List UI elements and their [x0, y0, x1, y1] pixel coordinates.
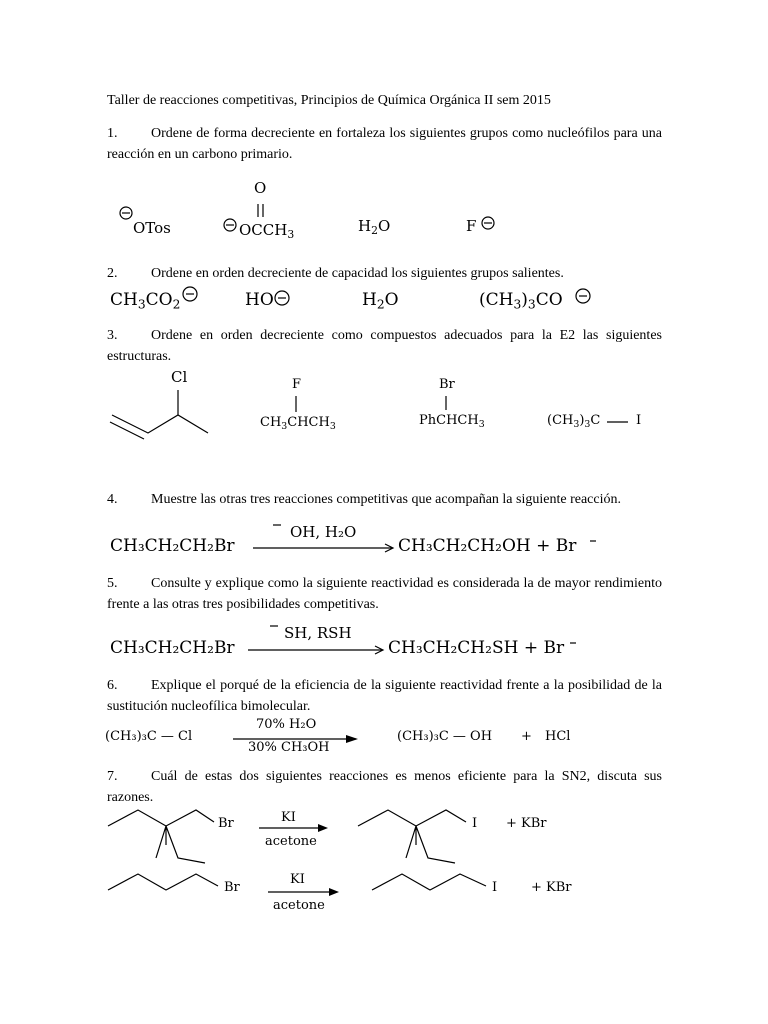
- q7-kbr-2: + KBr: [531, 880, 572, 895]
- tosylate-anion: OTos: [133, 219, 171, 237]
- question-5: 5. Consulte y explique como la siguiente reactividad es considerada la de mayor rendimiento frente a las otras tres posibilidades competitivas.: [107, 576, 662, 612]
- q7-br-1: Br: [218, 816, 234, 831]
- linear-bromide-skeleton: [108, 874, 218, 890]
- q6-reagent-top: 70% H₂O: [256, 717, 317, 732]
- fluoride-anion: F: [466, 217, 477, 235]
- q6-product: (CH₃)₃C — OH: [397, 729, 493, 744]
- q6-reactant: (CH₃)₃C — Cl: [105, 729, 193, 744]
- q7-i-2: I: [492, 880, 498, 895]
- question-4: 4. Muestre las otras tres reacciones competitivas que acompañan la siguiente reacción.: [107, 492, 621, 507]
- hindered-bromide-skeleton: [108, 810, 214, 826]
- q7-acetone-1: acetone: [265, 834, 317, 849]
- bromo-label: Br: [439, 377, 455, 392]
- q7-br-2: Br: [224, 880, 240, 895]
- acetate-carbonyl-o: O: [254, 179, 267, 197]
- phenylbromoethane: PhCHCH$_3$: [419, 413, 485, 430]
- chloro-label: Cl: [171, 368, 188, 386]
- q4-product: CH₃CH₂CH₂OH + Br: [398, 536, 577, 556]
- q7-ki-2: KI: [290, 872, 305, 887]
- iodo-label: I: [636, 413, 642, 428]
- q6-byproduct: HCl: [545, 729, 571, 744]
- linear-iodide-skeleton: [372, 874, 486, 890]
- acetate-anion: $OCCH_3$: [239, 221, 295, 242]
- hydroxide-leaving: HO: [245, 290, 274, 310]
- hindered-iodide-skeleton: [358, 810, 466, 826]
- water-q1: $H_2O$: [358, 217, 391, 238]
- q4-reactant: CH₃CH₂CH₂Br: [110, 536, 235, 556]
- q4-reagent: OH, H₂O: [290, 523, 357, 541]
- page-title: Taller de reacciones competitivas, Principios de Química Orgánica II sem 2015: [107, 93, 551, 108]
- question-6: 6. Explique el porqué de la eficiencia de la siguiente reactividad frente a la posibilidad de la sustitución nucleofílica bimolecular.: [107, 678, 662, 714]
- question-3: 3. Ordene en orden decreciente como compuestos adecuados para la E2 las siguientes estructuras.: [107, 328, 662, 364]
- tert-butoxide-leaving: $(CH_3)_3CO$: [479, 290, 563, 312]
- q7-acetone-2: acetone: [273, 898, 325, 913]
- q6-reagent-bottom: 30% CH₃OH: [248, 740, 330, 755]
- q6-plus: +: [521, 729, 532, 744]
- q5-product: CH₃CH₂CH₂SH + Br: [388, 638, 565, 658]
- tert-butyl-group: $(CH_3)_3C$: [547, 413, 601, 430]
- acetate-leaving: $CH_3CO_2$: [110, 290, 181, 312]
- fluoro-label: F: [292, 377, 302, 392]
- q7-ki-1: KI: [281, 810, 296, 825]
- q7-kbr-1: + KBr: [506, 816, 547, 831]
- q5-reagent: SH, RSH: [284, 624, 352, 642]
- water-leaving: $H_2O$: [362, 290, 399, 312]
- q7-i-1: I: [472, 816, 478, 831]
- question-7: 7. Cuál de estas dos siguientes reacciones es menos eficiente para la SN2, discuta sus razones.: [107, 769, 662, 805]
- fluoropropane: $CH_3CHCH_3$: [260, 415, 336, 432]
- q5-reactant: CH₃CH₂CH₂Br: [110, 638, 235, 658]
- question-1: 1. Ordene de forma decreciente en fortaleza los siguientes grupos como nucleófilos para una reacción en un carbono primario.: [107, 126, 662, 162]
- question-2: 2. Ordene en orden decreciente de capacidad los siguientes grupos salientes.: [107, 266, 564, 281]
